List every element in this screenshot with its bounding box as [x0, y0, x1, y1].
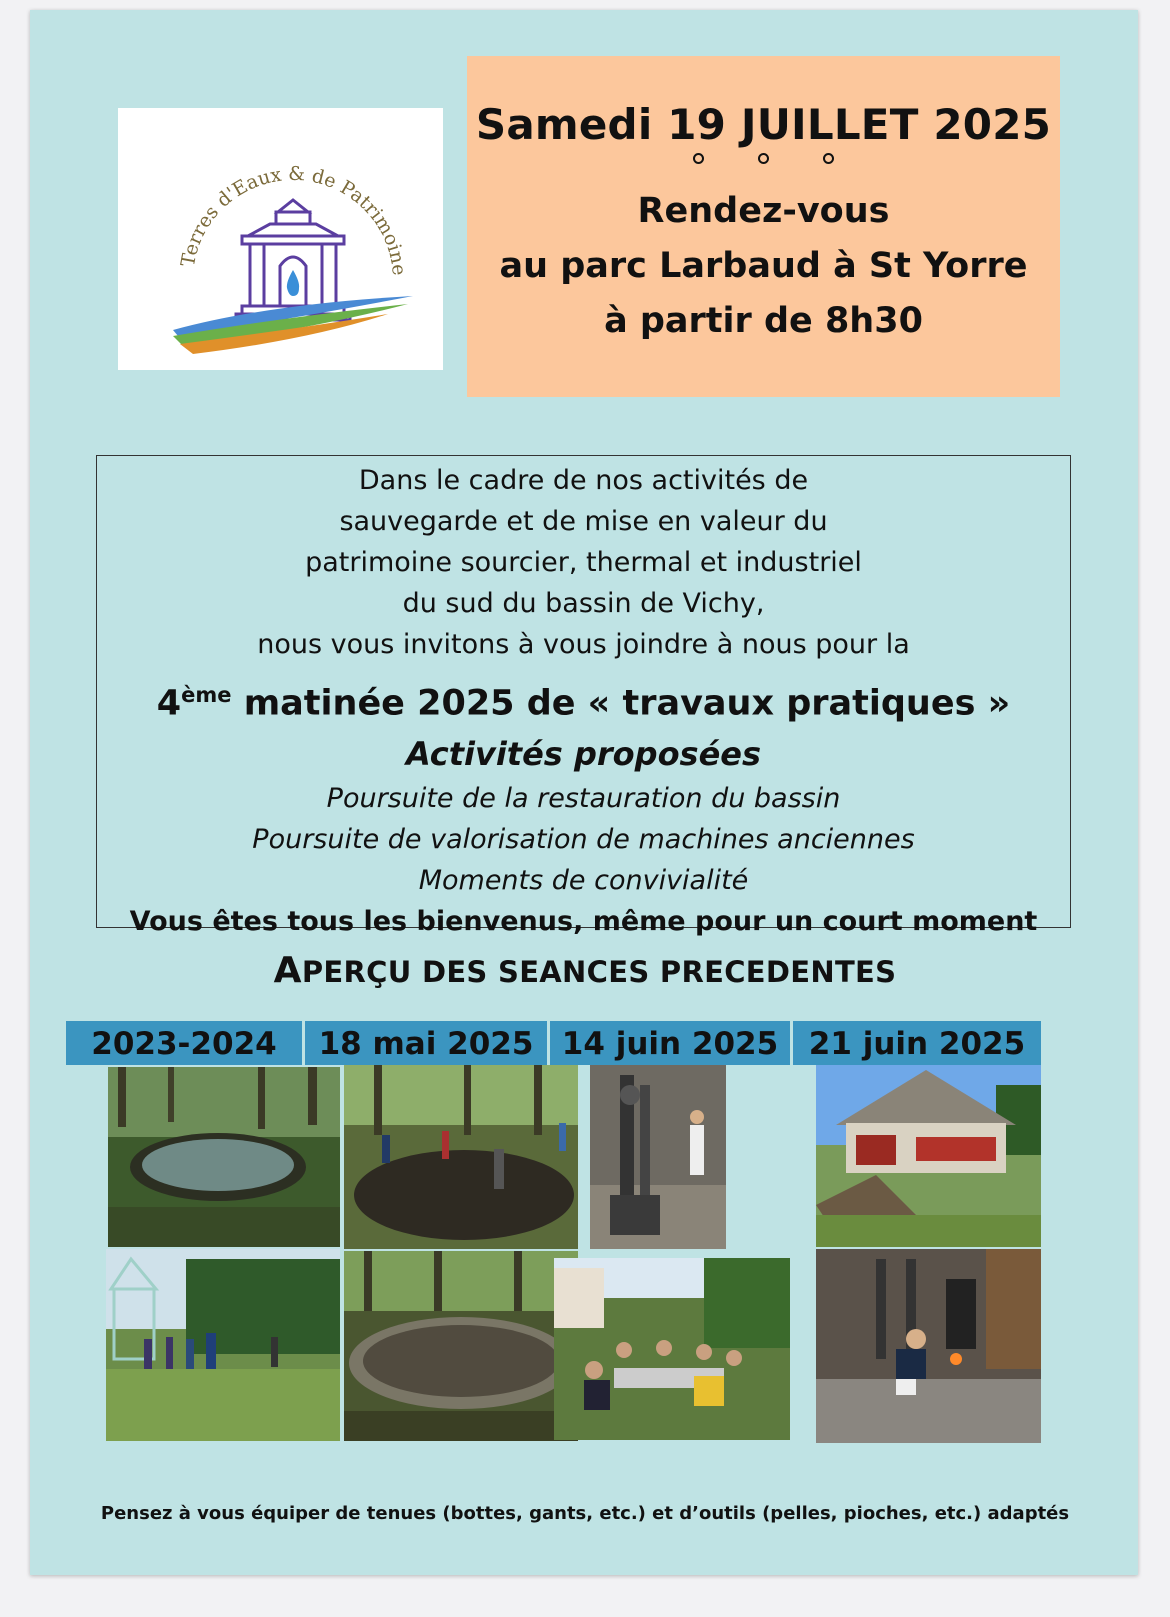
activities-title: Activités proposées	[405, 734, 762, 773]
invitation-box	[96, 455, 1071, 937]
invitation-text	[97, 460, 1070, 665]
activity-item: Poursuite de la restauration du bassin	[326, 782, 841, 814]
event-date: Samedi 19 JUILLET 2025	[475, 100, 1052, 149]
dot-1	[693, 153, 704, 164]
association-logo	[118, 108, 443, 370]
activity-item: Poursuite de valorisation de machines anciennes	[252, 823, 915, 855]
meeting-info	[467, 184, 1060, 349]
meeting-location: au parc Larbaud à St Yorre	[499, 246, 1028, 286]
photo-barn-tractor	[816, 1065, 1041, 1247]
intro-line: patrimoine sourcier, thermal et industriel	[305, 547, 862, 578]
session-header-14-juin: 14 juin 2025	[550, 1021, 790, 1065]
intro-line: nous vous invitons à vous joindre à nous pour la	[257, 629, 910, 660]
previous-sessions-title	[0, 950, 1170, 991]
welcome-message: Vous êtes tous les bienvenus, même pour un court moment	[129, 905, 1038, 937]
logo-arc-text: Terres d'Eaux & de Patrimoine	[176, 162, 410, 277]
photo-pond-forest	[108, 1067, 340, 1247]
headline-text: matinée 2025 de « travaux pratiques »	[231, 683, 1011, 724]
photo-old-machine	[590, 1065, 726, 1249]
meeting-time: à partir de 8h30	[604, 301, 923, 341]
title-initial: A	[273, 950, 302, 991]
separator-dots	[467, 153, 1060, 164]
session-header-21-juin: 21 juin 2025	[793, 1021, 1041, 1065]
photo-group-picnic	[554, 1258, 790, 1440]
pavilion-water-drop-icon	[118, 108, 443, 370]
session-headline	[97, 669, 1070, 730]
activity-item: Moments de convivialité	[418, 864, 749, 896]
title-rest: PERÇU DES SEANCES PRECEDENTES	[301, 955, 897, 989]
dot-2	[758, 153, 769, 164]
intro-line: Dans le cadre de nos activités de	[358, 465, 809, 496]
headline-suffix: ème	[181, 683, 232, 707]
session-header-18-mai: 18 mai 2025	[305, 1021, 547, 1065]
photo-workshop-grinding	[816, 1249, 1041, 1443]
headline-number: 4	[156, 683, 182, 724]
meeting-line-1: Rendez-vous	[637, 191, 890, 231]
session-header-2023-2024: 2023-2024	[66, 1021, 302, 1065]
event-info-box	[467, 56, 1060, 397]
photo-cleaning-pond	[344, 1065, 578, 1249]
intro-line: sauvegarde et de mise en valeur du	[339, 506, 828, 537]
photo-restored-basin	[344, 1251, 578, 1441]
dot-3	[823, 153, 834, 164]
equipment-reminder: Pensez à vous équiper de tenues (bottes, gants, etc.) et d’outils (pelles, pioches, etc.) adaptés	[100, 1503, 1070, 1524]
intro-line: du sud du bassin de Vichy,	[402, 588, 765, 619]
photo-group-park	[106, 1249, 340, 1441]
